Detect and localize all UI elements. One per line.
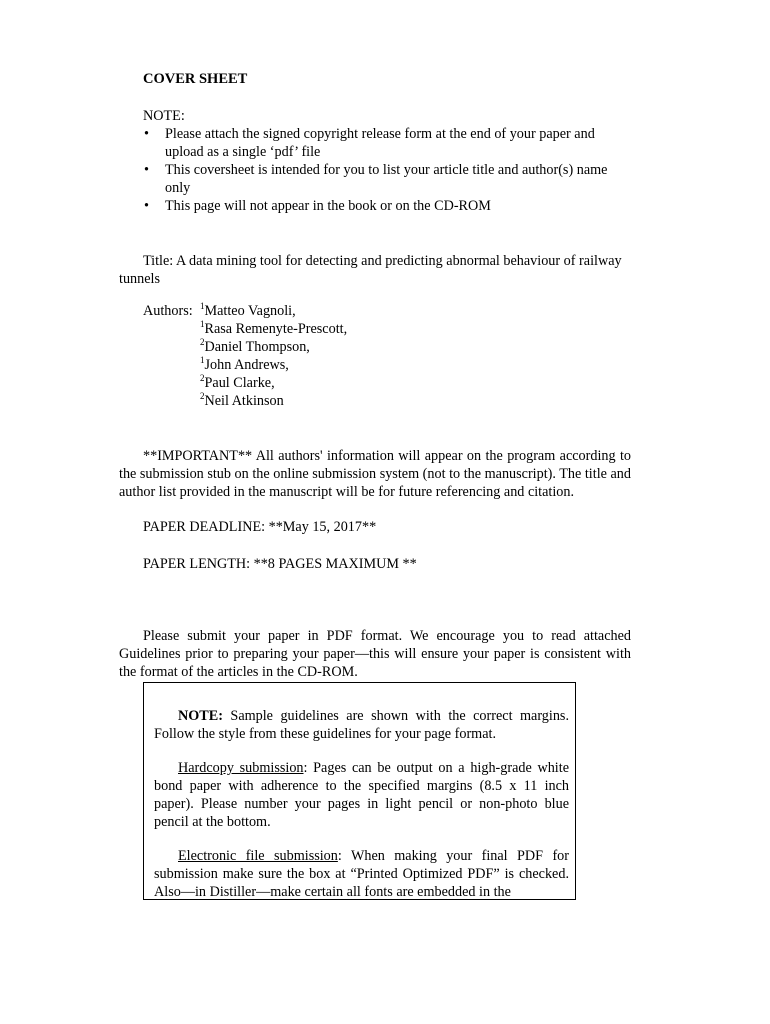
note-label: NOTE: [143, 108, 185, 124]
bullet-icon: • [144, 126, 149, 142]
bullet-icon: • [144, 198, 149, 214]
affiliation-marker: 2 [200, 373, 205, 383]
notes-list [143, 125, 633, 215]
note-item [143, 125, 633, 161]
guidelines-note-text: Sample guidelines are shown with the correct margins. Follow the style from these guidelines for your page format. [154, 708, 569, 742]
note-item-text: Please attach the signed copyright release form at the end of your paper and upload as a single ‘pdf’ file [165, 126, 595, 160]
hardcopy-text: : Pages can be output on a high-grade white bond paper with adherence to the specified margins (8.5 x 11 inch paper). Please number your pages in light pencil or non-photo blue pencil at the bottom. [154, 760, 569, 830]
author-name: Daniel Thompson, [204, 339, 310, 355]
guidelines-box [143, 682, 576, 900]
electronic-label: Electronic file submission [178, 848, 338, 864]
author-entry [200, 302, 296, 320]
author-name: John Andrews, [204, 357, 289, 373]
author-entry [200, 374, 275, 392]
paper-deadline: PAPER DEADLINE: **May 15, 2017** [143, 519, 377, 535]
author-name: Rasa Remenyte-Prescott, [204, 321, 348, 337]
guidelines-note-label: NOTE: [178, 708, 223, 724]
hardcopy-paragraph [154, 759, 569, 831]
note-item [143, 197, 633, 215]
cover-sheet-heading: COVER SHEET [143, 71, 248, 87]
affiliation-marker: 2 [200, 391, 205, 401]
author-name: Matteo Vagnoli, [204, 303, 296, 319]
electronic-text: : When making your final PDF for submission make sure the box at “Printed Optimized PDF” is checked. Also—in Distiller—make certain all fonts are embedded in the [154, 848, 569, 900]
note-item-text: This page will not appear in the book or on the CD-ROM [165, 198, 491, 214]
note-item-text: This coversheet is intended for you to list your article title and author(s) name only [165, 162, 608, 196]
submission-instructions: Please submit your paper in PDF format. We encourage you to read attached Guidelines prior to preparing your paper—this will ensure your paper is consistent with the format of the articles in the CD-ROM. [119, 628, 631, 680]
important-notice: **IMPORTANT** All authors' information will appear on the program according to the submission stub on the online submission system (not to the manuscript). The title and author list provided in the manuscript will be for future referencing and citation. [119, 448, 631, 500]
affiliation-marker: 1 [200, 355, 205, 365]
paper-length: PAPER LENGTH: **8 PAGES MAXIMUM ** [143, 556, 417, 572]
author-entry [200, 392, 284, 410]
paper-title: Title: A data mining tool for detecting and predicting abnormal behaviour of railway tunnels [119, 253, 622, 287]
hardcopy-label: Hardcopy submission [178, 760, 304, 776]
guidelines-note [154, 707, 569, 743]
author-entry [200, 320, 347, 338]
affiliation-marker: 2 [200, 337, 205, 347]
bullet-icon: • [144, 162, 149, 178]
affiliation-marker: 1 [200, 319, 205, 329]
author-entry [200, 356, 289, 374]
affiliation-marker: 1 [200, 301, 205, 311]
electronic-paragraph [154, 847, 569, 900]
author-entry [200, 338, 310, 356]
note-item [143, 161, 633, 197]
author-name: Neil Atkinson [204, 393, 284, 409]
authors-label: Authors: [143, 303, 193, 319]
author-name: Paul Clarke, [204, 375, 275, 391]
